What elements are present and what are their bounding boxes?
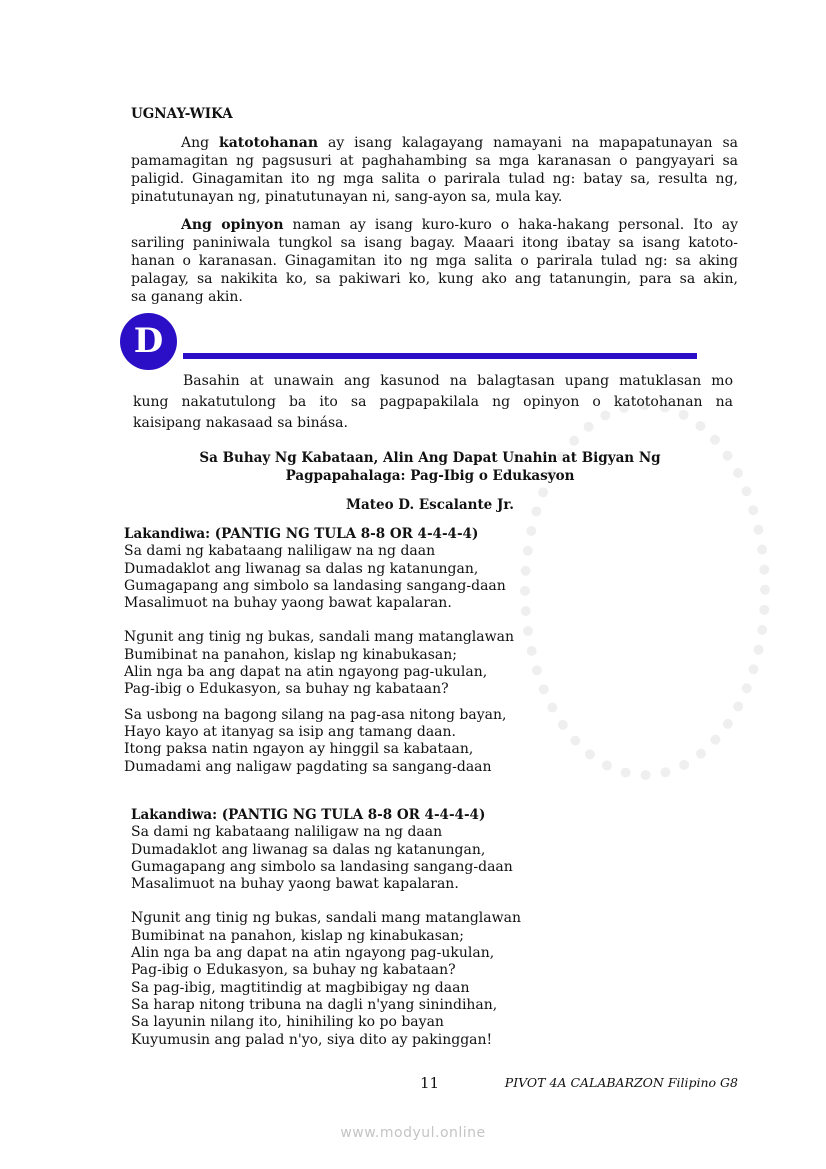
poem-section-1 xyxy=(124,526,514,793)
paragraph-line xyxy=(131,134,738,152)
verse-line: Masalimuot na buhay yaong bawat kapalaran. xyxy=(131,876,459,893)
verse-line: Itong paksa natin ngayon ay hinggil sa kabataan, xyxy=(124,741,474,758)
verse-line: Kuyumusin ang palad n'yo, siya dito ay pakinggan! xyxy=(131,1031,493,1048)
section-divider xyxy=(183,353,697,359)
verse-line: Pag-ibig o Edukasyon, sa buhay ng kabataan? xyxy=(131,962,456,979)
stanza xyxy=(124,629,514,698)
opinyon-paragraph xyxy=(131,216,738,306)
poem-author: Mateo D. Escalante Jr. xyxy=(346,497,514,513)
text: naman ay isang kuro-kuro o haka-hakang personal. Ito ay xyxy=(283,217,739,233)
paragraph-line: pinatutunayan ng, pinatutunayan ni, sang-ayon sa, mula kay. xyxy=(131,189,563,205)
speaker-label: Lakandiwa: (PANTIG NG TULA 8-8 OR 4-4-4-4) xyxy=(124,526,479,542)
stanza xyxy=(131,910,521,1048)
term-katotohanan: katotohanan xyxy=(219,135,319,151)
verse-line: Sa layunin nilang ito, hinihiling ko po bayan xyxy=(131,1014,444,1031)
site-watermark: www.modyul.online xyxy=(340,1125,486,1141)
paragraph-line: sa ganang akin. xyxy=(131,289,243,305)
paragraph-line: pamamagitan ng pagsusuri at paghahambing sa mga karanasan o pangyayari sa xyxy=(131,153,738,169)
stanza xyxy=(124,543,514,612)
verse-line: Bumibinat na panahon, kislap ng kinabukasan; xyxy=(131,927,464,944)
stanza xyxy=(124,707,514,776)
verse-line: Alin nga ba ang dapat na atin ngayong pag-ukulan, xyxy=(124,664,488,681)
paragraph-line xyxy=(131,216,738,234)
verse-line: Dumadami ang naligaw pagdating sa sangang-daan xyxy=(124,758,492,775)
paragraph-line: palagay, sa nakikita ko, sa pakiwari ko, kung ako ang tatanungin, para sa akin, xyxy=(131,271,738,287)
verse-line: Sa usbong na bagong silang na pag-asa nitong bayan, xyxy=(124,706,507,723)
verse-line: Sa harap nitong tribuna na dagli n'yang sinindihan, xyxy=(131,996,498,1013)
poem-section-2 xyxy=(131,807,521,1066)
ugnay-wika-heading: UGNAY-WIKA xyxy=(131,106,233,122)
section-letter-badge: D xyxy=(120,313,177,370)
speaker-label: Lakandiwa: (PANTIG NG TULA 8-8 OR 4-4-4-4) xyxy=(131,807,486,823)
verse-line: Gumagapang ang simbolo sa landasing sangang-daan xyxy=(131,858,513,875)
verse-line: Ngunit ang tinig ng bukas, sandali mang matanglawan xyxy=(131,910,521,927)
paragraph-line: paligid. Ginagamitan ito ng mga salita o parirala tulad ng: batay sa, resulta ng, xyxy=(131,171,738,187)
title-line: Sa Buhay Ng Kabataan, Alin Ang Dapat Unahin at Bigyan Ng xyxy=(199,450,661,466)
text: ay isang kalagayang namayani na mapapatunayan sa xyxy=(318,135,738,151)
verse-line: Masalimuot na buhay yaong bawat kapalaran. xyxy=(124,595,452,612)
poem-title xyxy=(100,449,760,485)
text: Ang xyxy=(181,135,219,151)
verse-line: Alin nga ba ang dapat na atin ngayong pag-ukulan, xyxy=(131,945,495,962)
verse-line: Dumadaklot ang liwanag sa dalas ng katanungan, xyxy=(131,841,486,858)
verse-line: Ngunit ang tinig ng bukas, sandali mang matanglawan xyxy=(124,629,514,646)
verse-line: Bumibinat na panahon, kislap ng kinabukasan; xyxy=(124,646,457,663)
verse-line: Sa pag-ibig, magtitindig at magbibigay ng daan xyxy=(131,979,470,996)
title-line: Pagpapahalaga: Pag-Ibig o Edukasyon xyxy=(285,468,575,484)
verse-line: Dumadaklot ang liwanag sa dalas ng katanungan, xyxy=(124,560,479,577)
term-opinyon: Ang opinyon xyxy=(181,217,284,233)
stanza xyxy=(131,824,521,893)
footer-reference: PIVOT 4A CALABARZON Filipino G8 xyxy=(504,1075,738,1090)
katotohanan-paragraph xyxy=(131,134,738,206)
paragraph-line: sariling paniniwala tungkol sa isang bagay. Maaari itong ibatay sa isang katoto- xyxy=(131,235,738,251)
paragraph-line: kaisipang nakasaad sa binása. xyxy=(133,415,348,431)
page-number: 11 xyxy=(420,1074,440,1092)
paragraph-line: kung nakatutulong ba ito sa pagpapakilala ng opinyon o katotohanan na xyxy=(133,394,733,410)
verse-line: Sa dami ng kabataang naliligaw na ng daan xyxy=(131,824,443,841)
verse-line: Gumagapang ang simbolo sa landasing sangang-daan xyxy=(124,577,506,594)
verse-line: Pag-ibig o Edukasyon, sa buhay ng kabataan? xyxy=(124,681,449,698)
verse-line: Hayo kayo at itanyag sa isip ang tamang daan. xyxy=(124,723,456,740)
paragraph-line: hanan o karanasan. Ginagamitan ito ng mga salita o parirala tulad ng: sa aking xyxy=(131,253,738,269)
paragraph-line: Basahin at unawain ang kasunod na balagtasan upang matuklasan mo xyxy=(183,373,733,389)
intro-paragraph xyxy=(133,371,733,434)
verse-line: Sa dami ng kabataang naliligaw na ng daan xyxy=(124,543,436,560)
